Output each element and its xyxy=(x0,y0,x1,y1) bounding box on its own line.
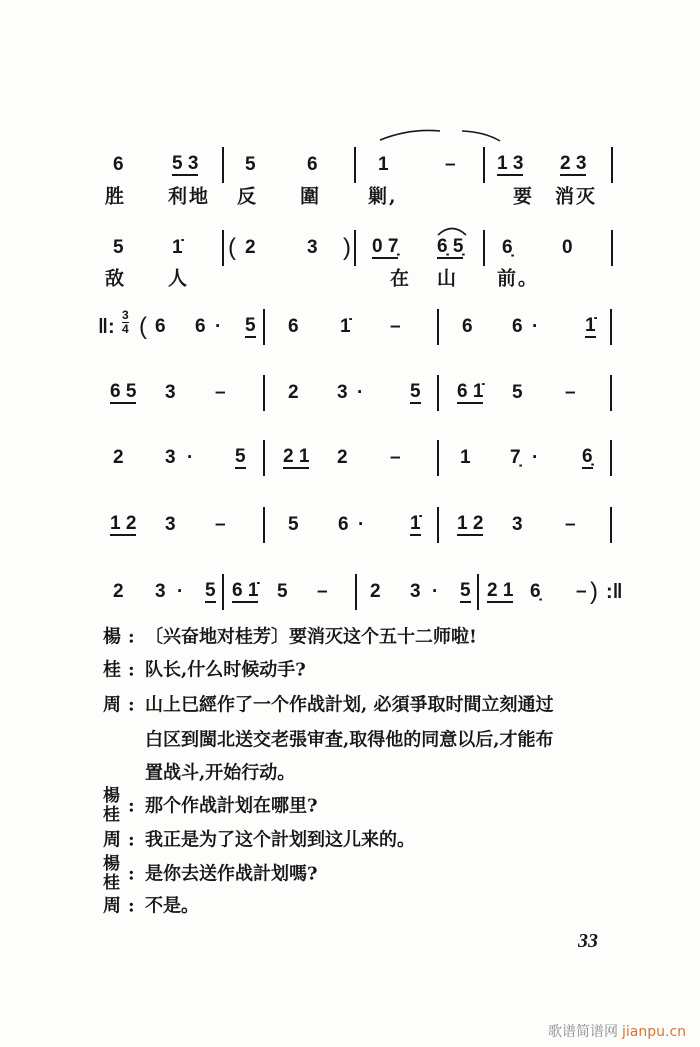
repeat-sign: :‖ xyxy=(606,581,623,603)
speaker: 楊 xyxy=(103,626,121,648)
parenthesis: ( xyxy=(139,313,147,340)
note: 5 xyxy=(512,382,523,403)
note: · xyxy=(532,316,539,337)
note: 6 xyxy=(195,316,206,337)
speaker: 桂 xyxy=(103,659,121,681)
repeat-sign: ‖: xyxy=(98,316,115,338)
note: · xyxy=(358,514,365,535)
dialogue-line: 队长,什么时候动手? xyxy=(145,659,306,681)
dialogue-line: 白区到閩北送交老張审査,取得他的同意以后,才能布 xyxy=(145,729,554,751)
speaker-colon: : xyxy=(128,895,135,917)
speaker-colon: : xyxy=(128,863,135,885)
note: 2 xyxy=(370,581,381,602)
note: 3 xyxy=(307,237,318,258)
note: 5 xyxy=(205,580,216,601)
note: 3 xyxy=(512,514,523,535)
note: – xyxy=(317,581,328,602)
speaker: 周 xyxy=(103,694,121,716)
speaker-colon: : xyxy=(128,626,135,648)
note: – xyxy=(576,581,587,602)
note: 3 xyxy=(165,382,176,403)
note: 2 xyxy=(113,447,124,468)
note: 5 xyxy=(235,446,246,467)
note: – xyxy=(565,514,576,535)
parenthesis: ) xyxy=(590,578,598,605)
lyric: 消灭 xyxy=(555,185,598,208)
note: 2 xyxy=(245,237,256,258)
beamed-notes: 1 3 xyxy=(497,153,524,174)
note: 6̣ xyxy=(502,237,513,258)
note: 1 xyxy=(378,154,389,175)
note: 5 xyxy=(245,154,256,175)
time-signature-bottom: 4 xyxy=(122,322,129,336)
page-number: 33 xyxy=(578,930,598,952)
slur xyxy=(438,229,466,236)
note: 6 xyxy=(113,154,124,175)
lyric: 山 xyxy=(437,267,459,290)
speaker: 周 xyxy=(103,895,121,917)
beamed-notes: 6̣ 5̣ xyxy=(437,236,464,257)
note: – xyxy=(390,316,401,337)
beamed-notes: 2 3 xyxy=(560,153,587,174)
beamed-notes: 2 1 xyxy=(487,580,514,601)
beamed-notes: 6 1̇ xyxy=(457,381,484,402)
note: · xyxy=(357,382,364,403)
note: 1̇ xyxy=(340,316,351,337)
note: 5 xyxy=(113,237,124,258)
beamed-notes: 0 7̣ xyxy=(372,236,399,257)
lyric: 利地 xyxy=(168,185,211,208)
note: – xyxy=(390,447,401,468)
note: 5 xyxy=(410,381,421,402)
beamed-notes: 5 3 xyxy=(172,153,199,174)
note: 2 xyxy=(113,581,124,602)
note: 3 xyxy=(155,581,166,602)
speaker: 楊桂 xyxy=(103,854,120,893)
speaker: 周 xyxy=(103,829,121,851)
note: · xyxy=(532,447,539,468)
note: 5 xyxy=(460,580,471,601)
slur xyxy=(380,130,440,140)
lyric: 剿, xyxy=(368,185,398,208)
beamed-notes: 6 5 xyxy=(110,381,137,402)
note: · xyxy=(177,581,184,602)
beamed-notes: 2 1 xyxy=(283,446,310,467)
beamed-notes: 1̇ xyxy=(585,315,596,336)
speaker-colon: : xyxy=(128,829,135,851)
note: – xyxy=(215,382,226,403)
note: 3 xyxy=(165,514,176,535)
note: 6 xyxy=(338,514,349,535)
speaker: 楊桂 xyxy=(103,786,120,825)
lyric: 胜 xyxy=(105,185,127,208)
dialogue-line: 那个作战計划在哪里? xyxy=(145,795,318,817)
watermark xyxy=(548,1021,686,1041)
note: 7̣ xyxy=(510,447,521,468)
note: · xyxy=(187,447,194,468)
beamed-notes: 1 2 xyxy=(110,513,137,534)
note: 6̣ xyxy=(530,581,541,602)
beamed-notes: 1̇ xyxy=(410,513,421,534)
note: 6 xyxy=(288,316,299,337)
dialogue-line: 〔兴奋地对桂芳〕要消灭这个五十二师啦! xyxy=(145,626,477,648)
lyric: 圍 xyxy=(300,185,322,208)
note: – xyxy=(215,514,226,535)
note: · xyxy=(432,581,439,602)
note: 5 xyxy=(277,581,288,602)
lyric: 反 xyxy=(237,185,259,208)
dialogue-line: 我正是为了这个計划到这儿来的。 xyxy=(145,829,415,851)
note: 2 xyxy=(288,382,299,403)
note: 6 xyxy=(307,154,318,175)
note: 3 xyxy=(337,382,348,403)
note: 6 xyxy=(512,316,523,337)
beamed-notes: 1 2 xyxy=(457,513,484,534)
lyric: 敌 xyxy=(105,267,127,290)
note: 6 xyxy=(462,316,473,337)
note: 2 xyxy=(337,447,348,468)
note: 6 xyxy=(155,316,166,337)
dialogue-line: 山上巳經作了一个作战計划, 必須爭取时間立刻通过 xyxy=(145,694,554,716)
speaker-pair xyxy=(103,855,121,893)
lyric: 前。 xyxy=(497,267,540,290)
beamed-notes: 6 1̇ xyxy=(232,580,259,601)
note: – xyxy=(565,382,576,403)
watermark-cn: 歌谱简谱网 xyxy=(548,1024,618,1040)
lyric: 要 xyxy=(513,185,535,208)
dialogue-line: 不是。 xyxy=(145,895,199,917)
dialogue-line: 是你去送作战計划嗎? xyxy=(145,863,318,885)
lyric: 人 xyxy=(168,267,190,290)
speaker-colon: : xyxy=(128,694,135,716)
note: – xyxy=(445,154,456,175)
note: · xyxy=(215,316,222,337)
speaker-pair xyxy=(103,787,121,825)
note: 1 xyxy=(460,447,471,468)
lyric: 在 xyxy=(390,267,412,290)
note: 5 xyxy=(288,514,299,535)
dialogue-line: 置战斗,开始行动。 xyxy=(145,762,296,784)
parenthesis: ) xyxy=(343,234,351,261)
note: 0 xyxy=(562,237,573,258)
time-signature-top: 3 xyxy=(122,308,129,322)
note: 5 xyxy=(245,315,256,336)
speaker-colon: : xyxy=(128,659,135,681)
note: 1̇ xyxy=(172,237,183,258)
note: 3 xyxy=(165,447,176,468)
beamed-notes: 6̣ xyxy=(582,446,593,467)
parenthesis: ( xyxy=(228,234,236,261)
watermark-en: jianpu.cn xyxy=(622,1024,687,1040)
note: 3 xyxy=(410,581,421,602)
slur xyxy=(462,131,500,141)
speaker-colon: : xyxy=(128,795,135,817)
